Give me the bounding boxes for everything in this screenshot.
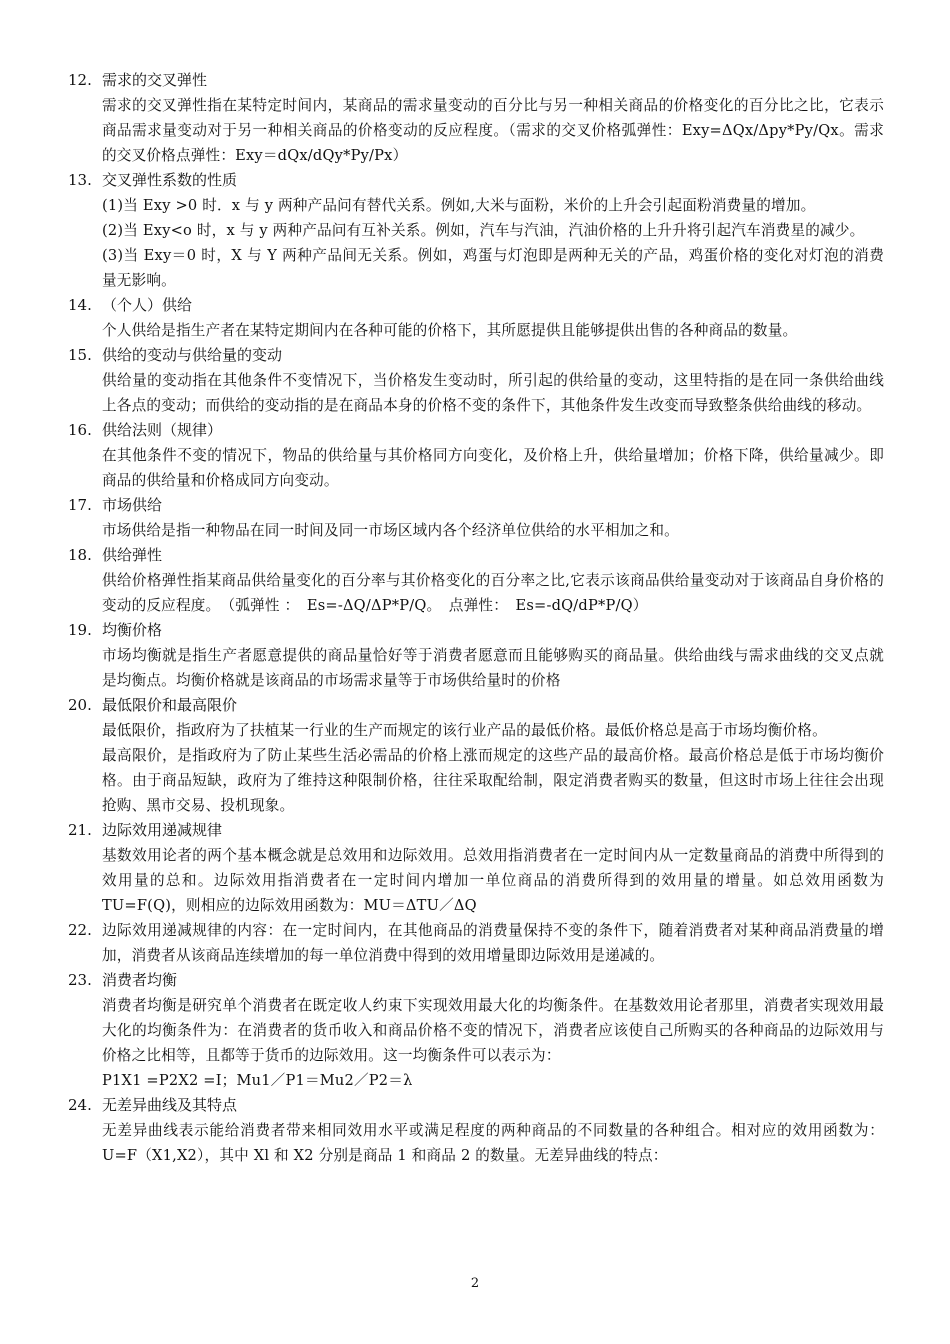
item-number: 13.: [68, 171, 92, 189]
item-paragraph: 基数效用论者的两个基本概念就是总效用和边际效用。总效用指消费者在一定时间内从一定数量商品的消费中所得到的效用量的总和。边际效用指消费者在一定时间内增加一单位商品的消费所得到的效用量的增量。如总效用函数为 TU=F(Q)，则相应的边际效用函数为：MU＝ΔTU／ΔQ: [102, 847, 884, 914]
item-paragraph: 供给价格弹性指某商品供给量变化的百分率与其价格变化的百分率之比,它表示该商品供给量变动对于该商品自身价格的变动的反应程度。 （弧弹性 ： Es=-ΔQ/ΔP*P/Q。 点弹性： Es=-dQ/dP*P/Q）: [102, 572, 884, 614]
item-number: 18.: [68, 546, 92, 564]
term-item: [68, 168, 884, 293]
item-number: 16.: [68, 421, 92, 439]
term-item: [68, 68, 884, 168]
page-number: 2: [470, 1276, 480, 1291]
item-paragraph: 最低限价，指政府为了扶植某一行业的生产而规定的该行业产品的最低价格。最低价格总是高于市场均衡价格。: [102, 722, 827, 739]
term-item: [68, 818, 884, 918]
item-title: 市场供给: [102, 496, 163, 514]
item-number: 24.: [68, 1096, 92, 1114]
item-number: 20.: [68, 696, 92, 714]
item-title: 边际效用递减规律: [102, 821, 223, 839]
item-paragraph: 消费者均衡是研究单个消费者在既定收人约束下实现效用最大化的均衡条件。在基数效用论者那里，消费者实现效用最大化的均衡条件为：在消费者的货币收入和商品价格不变的情况下，消费者应该使自己所购买的各种商品的边际效用与价格之比相等，且都等于货币的边际效用。这一均衡条件可以表示为：: [102, 997, 884, 1064]
item-paragraph: (3)当 Exy＝0 时，X 与 Y 两种产品间无关系。例如，鸡蛋与灯泡即是两种无关的产品，鸡蛋价格的变化对灯泡的消费量无影响。: [102, 247, 884, 289]
item-number: 23.: [68, 971, 92, 989]
item-number: 15.: [68, 346, 92, 364]
item-title: 均衡价格: [102, 621, 163, 639]
term-list: [68, 68, 884, 1168]
item-title: 交叉弹性系数的性质: [102, 171, 238, 189]
term-item: [68, 618, 884, 693]
item-title: 消费者均衡: [102, 971, 178, 989]
item-number: 17.: [68, 496, 92, 514]
item-paragraph: 边际效用递减规律的内容：在一定时间内，在其他商品的消费量保持不变的条件下，随着消费者对某种商品消费量的增加，消费者从该商品连续增加的每一单位消费中得到的效用增量即边际效用是递减的。: [102, 922, 884, 964]
item-paragraph: (1)当 Exy >0 时．x 与 y 两种产品问有替代关系。例如,大米与面粉，米价的上升会引起面粉消费量的增加。: [102, 197, 816, 214]
item-title: （个人）供给: [102, 296, 193, 314]
item-number: 12.: [68, 71, 92, 89]
term-item: [68, 693, 884, 818]
term-item: [68, 493, 884, 543]
item-paragraph: 供给量的变动指在其他条件不变情况下，当价格发生变动时，所引起的供给量的变动，这里特指的是在同一条供给曲线上各点的变动；而供给的变动指的是在商品本身的价格不变的条件下，其他条件发生改变而导致整条供给曲线的移动。: [102, 372, 884, 414]
item-paragraph: P1X1 =P2X2 =I；Mu1／P1＝Mu2／P2＝λ: [102, 1072, 413, 1089]
term-item: [68, 968, 884, 1093]
item-paragraph: 个人供给是指生产者在某特定期间内在各种可能的价格下，其所愿提供且能够提供出售的各种商品的数量。: [102, 322, 798, 339]
item-number: 22.: [68, 921, 92, 939]
item-paragraph: 最高限价，是指政府为了防止某些生活必需品的价格上涨而规定的这些产品的最高价格。最高价格总是低于市场均衡价格。由于商品短缺，政府为了维持这种限制价格，往往采取配给制，限定消费者购买的数量，但这时市场上往往会出现抢购、黑市交易、投机现象。: [102, 747, 884, 814]
item-paragraph: 市场供给是指一种物品在同一时间及同一市场区域内各个经济单位供给的水平相加之和。: [102, 522, 679, 539]
item-paragraph: 市场均衡就是指生产者愿意提供的商品量恰好等于消费者愿意而且能够购买的商品量。供给曲线与需求曲线的交叉点就是均衡点。均衡价格就是该商品的市场需求量等于市场供给量时的价格: [102, 647, 884, 689]
item-title: 供给的变动与供给量的变动: [102, 346, 283, 364]
term-item: [68, 293, 884, 343]
term-item: [68, 918, 884, 968]
item-title: 需求的交叉弹性: [102, 71, 208, 89]
item-number: 21.: [68, 821, 92, 839]
term-item: [68, 343, 884, 418]
item-number: 19.: [68, 621, 92, 639]
item-paragraph: (2)当 Exy<o 时，x 与 y 两种产品问有互补关系。例如，汽车与汽油，汽油价格的上升升将引起汽车消费星的减少。: [102, 222, 865, 239]
item-paragraph: 需求的交叉弹性指在某特定时间内，某商品的需求量变动的百分比与另一种相关商品的价格变化的百分比之比，它表示商品需求量变动对于另一种相关商品的价格变动的反应程度。（需求的交叉价格弧弹性：Exy=ΔQx/Δpy*Py/Qx。需求的交叉价格点弹性：Exy＝dQx/dQy*Py/Px）: [102, 97, 884, 164]
item-title: 供给弹性: [102, 546, 163, 564]
item-paragraph: 在其他条件不变的情况下，物品的供给量与其价格同方向变化，及价格上升，供给量增加；价格下降，供给量减少。即商品的供给量和价格成同方向变动。: [102, 447, 884, 489]
term-item: [68, 543, 884, 618]
item-paragraph: 无差异曲线表示能给消费者带来相同效用水平或满足程度的两种商品的不同数量的各种组合。相对应的效用函数为：U=F（X1,X2），其中 Xl 和 X2 分别是商品 1 和商品 2 的数量。无差异曲线的特点：: [102, 1122, 884, 1164]
term-item: [68, 1093, 884, 1168]
term-item: [68, 418, 884, 493]
item-number: 14.: [68, 296, 92, 314]
item-title: 最低限价和最高限价: [102, 696, 238, 714]
item-title: 供给法则（规律）: [102, 421, 223, 439]
item-title: 无差异曲线及其特点: [102, 1096, 238, 1114]
